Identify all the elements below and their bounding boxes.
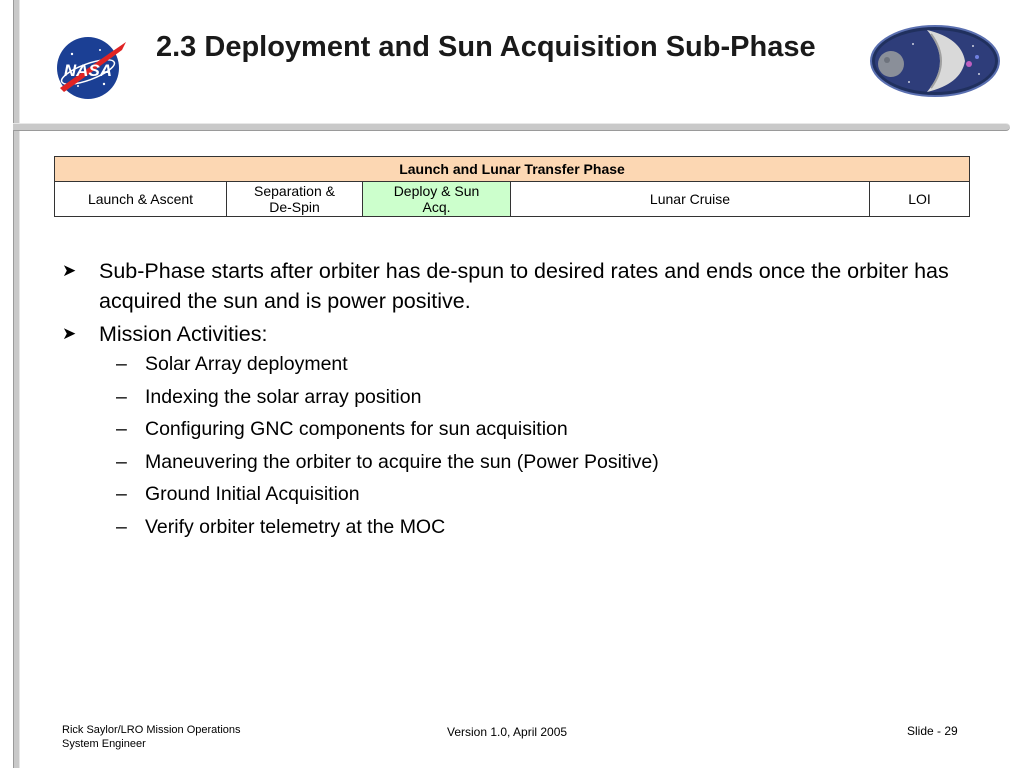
phase-cell-launch — [55, 182, 227, 217]
arrow-bullet-icon: ➤ — [62, 261, 77, 280]
activity-item — [60, 515, 960, 540]
dash-bullet-icon: – — [116, 353, 127, 375]
activity-item — [60, 482, 960, 507]
footer-author — [62, 723, 282, 751]
phase-cell-label: Acq. — [422, 199, 451, 215]
phase-cell-label: Deploy & Sun — [393, 183, 480, 199]
dash-bullet-icon: – — [116, 418, 127, 440]
activity-text: Configuring GNC components for sun acquisition — [145, 418, 568, 440]
phase-cell-deploy-active — [363, 182, 511, 217]
activity-text: Indexing the solar array position — [145, 385, 422, 408]
slide-title: 2.3 Deployment and Sun Acquisition Sub-Phase — [156, 31, 816, 63]
dash-bullet-icon: – — [116, 385, 127, 408]
bullet-item — [60, 256, 960, 316]
activity-text: Ground Initial Acquisition — [145, 483, 360, 505]
phase-cell-loi — [870, 182, 970, 217]
bullet-item — [60, 319, 960, 349]
dash-bullet-icon: – — [116, 515, 127, 538]
footer-author-line: System Engineer — [62, 738, 146, 750]
dash-bullet-icon: – — [116, 450, 127, 473]
footer-author-line: Rick Saylor/LRO Mission Operations — [62, 724, 241, 736]
phase-cell-label: Launch & Ascent — [87, 191, 194, 207]
phase-header: Launch and Lunar Transfer Phase — [55, 157, 970, 182]
phase-cell-label: Lunar Cruise — [649, 191, 731, 207]
bullet-text: Sub-Phase starts after orbiter has de-spun to desired rates and ends once the orbiter has acquired the sun and is power positive. — [99, 259, 949, 313]
phase-cell-label: LOI — [908, 191, 931, 207]
activity-item — [60, 385, 960, 410]
phase-cell-separation — [227, 182, 363, 217]
activity-item — [60, 352, 960, 377]
title-divider-bar — [13, 123, 1010, 131]
activity-item — [60, 417, 960, 442]
phase-timeline-table — [54, 156, 970, 217]
phase-cell-label: De-Spin — [269, 199, 320, 215]
activity-text: Verify orbiter telemetry at the MOC — [145, 515, 446, 538]
svg-text:NASA: NASA — [63, 61, 113, 80]
phase-cell-cruise — [511, 182, 870, 217]
footer-version: Version 1.0, April 2005 — [447, 725, 568, 739]
dash-bullet-icon: – — [116, 483, 127, 505]
bullet-text: Mission Activities: — [99, 322, 268, 346]
arrow-bullet-icon: ➤ — [62, 324, 77, 343]
activity-item — [60, 450, 960, 475]
activity-text: Maneuvering the orbiter to acquire the sun (Power Positive) — [145, 450, 659, 473]
lro-mission-logo — [869, 24, 1001, 98]
phase-cell-label: Separation & — [254, 183, 335, 199]
slide-content — [60, 256, 960, 547]
activity-text: Solar Array deployment — [145, 353, 348, 375]
left-decorative-bar — [13, 0, 20, 768]
footer-slide-number: Slide - 29 — [907, 724, 958, 738]
nasa-logo — [52, 32, 128, 102]
